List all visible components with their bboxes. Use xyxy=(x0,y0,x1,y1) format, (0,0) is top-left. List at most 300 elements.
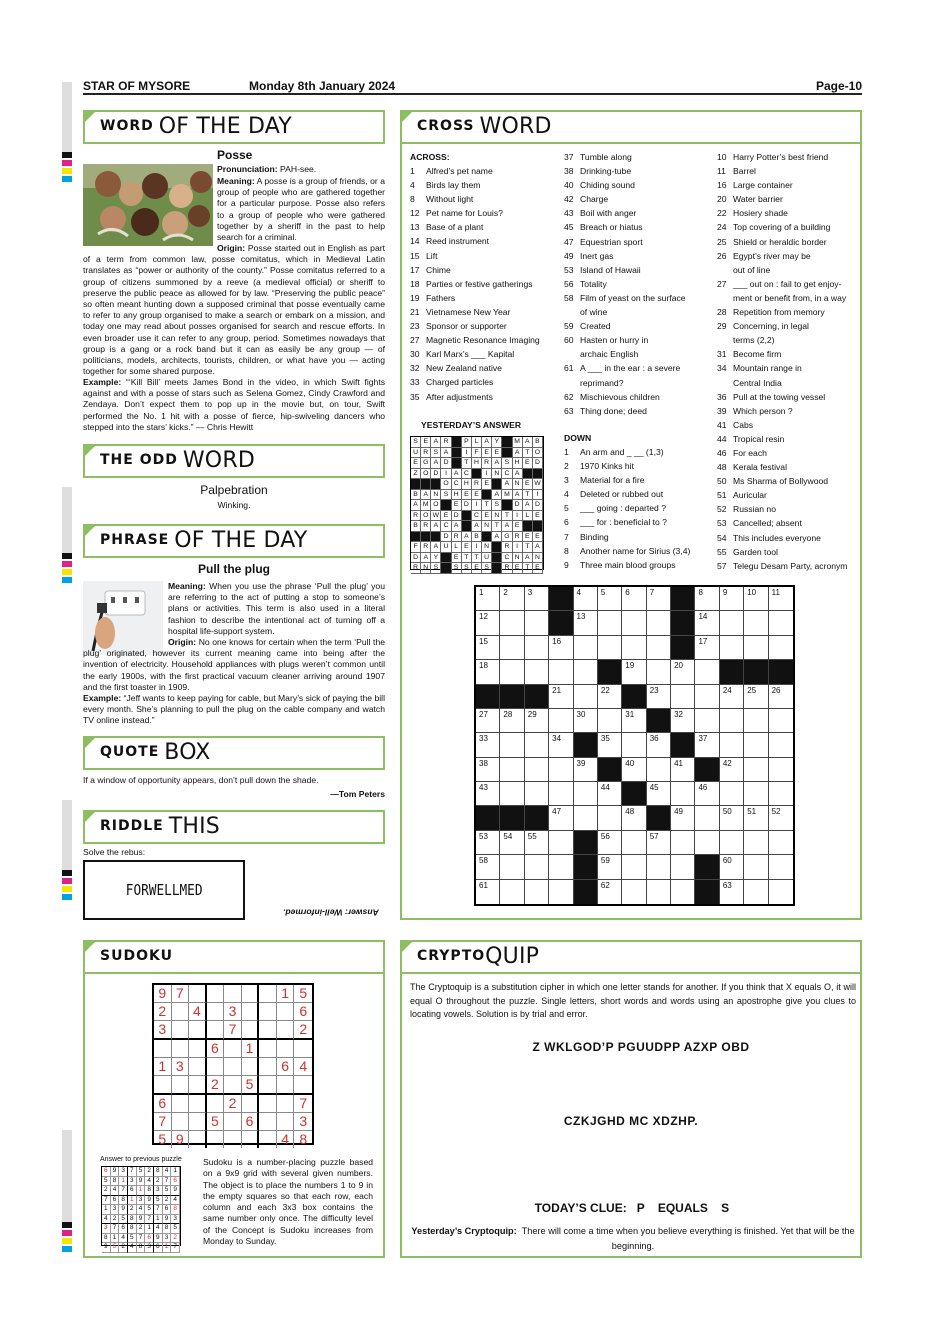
clue-number: 51 xyxy=(717,490,727,501)
clue-item xyxy=(410,164,560,178)
black-cell xyxy=(695,855,719,879)
sudoku-cell[interactable] xyxy=(242,1058,260,1076)
crossword-cell[interactable]: 18 xyxy=(476,660,500,684)
crossword-cell[interactable] xyxy=(744,733,768,757)
crossword-cell[interactable]: 52 xyxy=(769,806,793,830)
corner-tab-icon xyxy=(83,110,97,124)
solution-cell: 2 xyxy=(154,1177,163,1187)
clue-item xyxy=(410,291,560,305)
crossword-cell[interactable]: 24 xyxy=(720,685,744,709)
answer-cell: D xyxy=(411,553,421,564)
crossword-cell[interactable]: 19 xyxy=(622,660,646,684)
clue-text: Concerning, in legal xyxy=(733,321,809,332)
clue-text: Egypt’s river may be xyxy=(733,250,811,261)
crossword-cell[interactable]: 49 xyxy=(671,806,695,830)
answer-cell: A xyxy=(431,542,441,553)
crossword-cell[interactable] xyxy=(695,660,719,684)
solution-cell: 3 xyxy=(102,1224,111,1234)
solution-cell: 2 xyxy=(102,1186,111,1196)
answer-cell: N xyxy=(513,479,523,490)
crossword-cell[interactable] xyxy=(671,831,695,855)
crossword-cell[interactable] xyxy=(695,831,719,855)
clue-number: 47 xyxy=(564,236,574,247)
crossword-cell[interactable] xyxy=(525,611,549,635)
crossword-cell[interactable] xyxy=(769,758,793,782)
black-cell xyxy=(598,660,622,684)
clue-text: Harry Potter’s best friend xyxy=(733,152,829,162)
sudoku-cell[interactable] xyxy=(172,1113,190,1131)
crossword-cell[interactable] xyxy=(598,709,622,733)
crossword-cell[interactable] xyxy=(598,636,622,660)
clue-item xyxy=(717,559,859,573)
crossword-cell[interactable]: 27 xyxy=(476,709,500,733)
sudoku-cell[interactable] xyxy=(277,1113,295,1131)
sudoku-cell[interactable] xyxy=(172,1095,190,1113)
clue-item xyxy=(717,319,859,333)
crossword-cell[interactable]: 9 xyxy=(720,587,744,611)
answer-cell: G xyxy=(502,532,512,543)
clue-text: Without light xyxy=(426,194,474,205)
solution-cell: 4 xyxy=(145,1177,154,1187)
answer-cell: E xyxy=(411,458,421,469)
crossword-cell[interactable] xyxy=(549,831,573,855)
crossword-cell[interactable] xyxy=(549,782,573,806)
sudoku-cell[interactable] xyxy=(207,1131,225,1148)
black-cell xyxy=(622,782,646,806)
clue-item xyxy=(410,390,560,404)
crossword-cell[interactable] xyxy=(574,660,598,684)
sudoku-cell[interactable] xyxy=(172,1040,190,1058)
prev-sudoku-label: Answer to previous puzzle xyxy=(100,1156,182,1163)
sudoku-cell: 7 xyxy=(294,1095,312,1113)
black-cell xyxy=(421,479,431,490)
clue-text: Reed instrument xyxy=(426,236,490,247)
crossword-cell[interactable] xyxy=(500,733,524,757)
paper-name: STAR OF MYSORE xyxy=(83,79,191,93)
clue-text: Pull at the towing vessel xyxy=(733,391,826,402)
crossword-cell[interactable] xyxy=(525,880,549,904)
crossword-cell[interactable]: 13 xyxy=(574,611,598,635)
clue-item xyxy=(717,235,859,249)
solution-cell: 5 xyxy=(137,1167,146,1177)
crossword-cell[interactable]: 21 xyxy=(549,685,573,709)
crossword-grid[interactable] xyxy=(474,585,795,906)
crossword-cell[interactable]: 15 xyxy=(476,636,500,660)
crossword-cell[interactable]: 6 xyxy=(622,587,646,611)
black-cell xyxy=(431,479,441,490)
solution-cell: 6 xyxy=(102,1167,111,1177)
crossword-cell[interactable]: 29 xyxy=(525,709,549,733)
sudoku-cell[interactable] xyxy=(224,1113,242,1131)
sudoku-cell[interactable] xyxy=(259,1076,277,1095)
solution-cell: 5 xyxy=(119,1215,128,1225)
crossword-cell[interactable]: 61 xyxy=(476,880,500,904)
crossword-cell[interactable] xyxy=(647,880,671,904)
black-cell xyxy=(671,587,695,611)
solution-cell: 5 xyxy=(163,1186,172,1196)
sudoku-grid[interactable] xyxy=(152,983,314,1145)
sudoku-cell[interactable] xyxy=(277,1021,295,1040)
crossword-cell[interactable] xyxy=(647,855,671,879)
crossword-cell[interactable] xyxy=(500,782,524,806)
sudoku-cell[interactable] xyxy=(259,1095,277,1113)
crossword-cell[interactable] xyxy=(671,685,695,709)
sudoku-cell[interactable] xyxy=(294,1040,312,1058)
crossword-cell[interactable]: 48 xyxy=(622,806,646,830)
word-of-day-heading xyxy=(83,110,385,144)
crossword-cell[interactable] xyxy=(671,880,695,904)
crossword-cell[interactable] xyxy=(598,611,622,635)
sudoku-cell: 8 xyxy=(299,1131,308,1147)
crossword-cell[interactable] xyxy=(598,806,622,830)
clue-number: 53 xyxy=(564,264,574,275)
sudoku-cell[interactable] xyxy=(189,1076,207,1095)
page-number: Page-10 xyxy=(815,79,862,93)
crossword-cell[interactable]: 23 xyxy=(647,685,671,709)
crossword-cell[interactable]: 56 xyxy=(598,831,622,855)
sudoku-cell[interactable] xyxy=(242,985,260,1003)
sudoku-cell[interactable] xyxy=(207,1095,225,1113)
crossword-cell[interactable] xyxy=(622,855,646,879)
answer-cell: I xyxy=(441,469,451,480)
crossword-cell[interactable]: 17 xyxy=(695,636,719,660)
crossword-cell[interactable] xyxy=(695,806,719,830)
sudoku-cell[interactable] xyxy=(207,1003,225,1021)
crossword-cell[interactable] xyxy=(695,709,719,733)
crossword-cell[interactable]: 51 xyxy=(744,806,768,830)
black-cell xyxy=(622,685,646,709)
clue-number xyxy=(564,305,580,319)
crossword-cell[interactable] xyxy=(671,855,695,879)
sudoku-cell[interactable] xyxy=(242,1003,260,1021)
crossword-cell[interactable] xyxy=(622,636,646,660)
answer-cell: O xyxy=(421,511,431,522)
clue-number: 13 xyxy=(410,222,420,233)
sudoku-cell[interactable] xyxy=(242,1095,260,1113)
crossword-cell[interactable] xyxy=(769,880,793,904)
crossword-cell[interactable] xyxy=(647,660,671,684)
reg-mark xyxy=(62,176,72,182)
crossword-cell[interactable]: 41 xyxy=(671,758,695,782)
crossword-cell[interactable]: 43 xyxy=(476,782,500,806)
crossword-cell[interactable] xyxy=(769,855,793,879)
sudoku-cell[interactable] xyxy=(224,1131,242,1148)
solution-cell: 2 xyxy=(128,1205,137,1215)
crossword-cell[interactable] xyxy=(647,636,671,660)
answer-cell: N xyxy=(533,553,543,564)
crossword-cell[interactable]: 7 xyxy=(647,587,671,611)
crossword-cell[interactable] xyxy=(744,611,768,635)
crossword-cell[interactable]: 36 xyxy=(647,733,671,757)
crossword-cell[interactable]: 14 xyxy=(695,611,719,635)
prev-sudoku-solution xyxy=(101,1166,181,1250)
corner-tab-icon xyxy=(400,110,414,124)
sudoku-cell[interactable] xyxy=(259,1058,277,1076)
crossword-cell[interactable]: 11 xyxy=(769,587,793,611)
crossword-cell[interactable] xyxy=(622,880,646,904)
sudoku-cell[interactable] xyxy=(224,1058,242,1076)
sudoku-cell[interactable] xyxy=(259,1003,277,1021)
sudoku-cell[interactable] xyxy=(172,1076,190,1095)
crossword-cell[interactable] xyxy=(720,782,744,806)
crossword-cell[interactable] xyxy=(769,611,793,635)
crossword-cell[interactable] xyxy=(549,660,573,684)
crossword-cell[interactable] xyxy=(525,636,549,660)
crossword-cell[interactable] xyxy=(525,660,549,684)
crossword-cell[interactable]: 55 xyxy=(525,831,549,855)
crossword-cell[interactable]: 63 xyxy=(720,880,744,904)
quote-heading: QUOTE BOX xyxy=(83,736,385,770)
clue-text: Cabs xyxy=(733,419,754,430)
clue-item xyxy=(717,164,859,178)
reg-mark xyxy=(62,577,72,583)
clue-item xyxy=(564,178,714,192)
clue-item xyxy=(717,390,859,404)
crossword-cell[interactable]: 62 xyxy=(598,880,622,904)
crossword-cell[interactable]: 3 xyxy=(525,587,549,611)
crossword-cell[interactable] xyxy=(574,782,598,806)
sudoku-cell[interactable] xyxy=(154,1040,172,1058)
crossword-cell[interactable] xyxy=(500,855,524,879)
sudoku-heading: SUDOKU xyxy=(83,940,385,974)
answer-cell: E xyxy=(482,479,492,490)
clue-item xyxy=(564,501,714,515)
crossword-cell[interactable]: 34 xyxy=(549,733,573,757)
sudoku-cell[interactable] xyxy=(259,985,277,1003)
sudoku-cell[interactable] xyxy=(224,1076,242,1095)
crossword-cell[interactable]: 45 xyxy=(647,782,671,806)
sudoku-cell[interactable] xyxy=(172,1021,190,1040)
crossword-cell[interactable]: 32 xyxy=(671,709,695,733)
crossword-cell[interactable]: 40 xyxy=(622,758,646,782)
crossword-cell[interactable] xyxy=(622,831,646,855)
sudoku-cell[interactable] xyxy=(207,1058,225,1076)
sudoku-cell: 3 xyxy=(294,1113,312,1131)
answer-cell: A xyxy=(502,479,512,490)
crossword-cell[interactable] xyxy=(744,758,768,782)
clue-item xyxy=(717,460,859,474)
crossword-cell[interactable]: 31 xyxy=(622,709,646,733)
crossword-cell[interactable]: 5 xyxy=(598,587,622,611)
sudoku-cell[interactable] xyxy=(242,1021,260,1040)
phrase-meaning: Meaning: When you use the phrase ‘Pull the plug’ you are referring to the act of putting a stop to someone’s plans or activities. This term is also used in a literal fashion to describe the intentional act of turning off a hospital life-support system. xyxy=(168,581,385,636)
crossword-cell[interactable]: 12 xyxy=(476,611,500,635)
crossword-cell[interactable]: 37 xyxy=(695,733,719,757)
clue-number: 32 xyxy=(410,363,420,374)
crossword-cell[interactable] xyxy=(549,880,573,904)
crossword-cell[interactable] xyxy=(622,733,646,757)
crossword-cell[interactable]: 59 xyxy=(598,855,622,879)
crossword-cell[interactable] xyxy=(647,611,671,635)
crossword-cell[interactable]: 20 xyxy=(671,660,695,684)
margin-bar xyxy=(62,1130,72,1222)
sudoku-cell[interactable] xyxy=(224,985,242,1003)
crossword-cell[interactable] xyxy=(744,831,768,855)
answer-cell: I xyxy=(533,490,543,501)
crossword-cell[interactable] xyxy=(574,636,598,660)
crossword-cell[interactable] xyxy=(769,636,793,660)
crossword-cell[interactable]: 22 xyxy=(598,685,622,709)
crossword-cell[interactable]: 8 xyxy=(695,587,719,611)
crossword-cell[interactable] xyxy=(744,636,768,660)
crossword-cell[interactable]: 46 xyxy=(695,782,719,806)
crossword-cell[interactable] xyxy=(622,611,646,635)
crossword-cell[interactable] xyxy=(500,636,524,660)
answer-cell: M xyxy=(513,437,523,448)
crossword-cell[interactable] xyxy=(720,831,744,855)
sudoku-cell[interactable] xyxy=(294,1076,312,1095)
crossword-cell[interactable] xyxy=(500,660,524,684)
crossword-cell[interactable] xyxy=(695,685,719,709)
crossword-cell[interactable]: 57 xyxy=(647,831,671,855)
crossword-cell[interactable] xyxy=(744,880,768,904)
across-clues-col1 xyxy=(410,164,560,404)
crossword-cell[interactable]: 16 xyxy=(549,636,573,660)
clue-text: Charge xyxy=(580,194,609,205)
solution-cell: 6 xyxy=(154,1243,163,1253)
sudoku-cell[interactable] xyxy=(259,1131,277,1148)
black-cell xyxy=(452,458,462,469)
crossword-cell[interactable]: 58 xyxy=(476,855,500,879)
margin-bar xyxy=(62,487,72,553)
crossword-cell[interactable] xyxy=(525,782,549,806)
clue-number: 27 xyxy=(410,335,420,346)
crossword-cell[interactable] xyxy=(500,611,524,635)
crossword-cell[interactable] xyxy=(769,782,793,806)
crossword-cell[interactable] xyxy=(549,855,573,879)
crossword-cell[interactable]: 42 xyxy=(720,758,744,782)
crossword-cell[interactable] xyxy=(720,709,744,733)
crossword-cell[interactable] xyxy=(525,733,549,757)
black-cell xyxy=(523,469,533,480)
crossword-heading: CROSS WORD xyxy=(400,110,862,144)
clue-item xyxy=(717,333,859,347)
crossword-cell[interactable] xyxy=(549,709,573,733)
crossword-cell[interactable]: 47 xyxy=(549,806,573,830)
crossword-cell[interactable]: 53 xyxy=(476,831,500,855)
sudoku-cell[interactable] xyxy=(189,1058,207,1076)
crossword-cell[interactable] xyxy=(671,782,695,806)
sudoku-cell[interactable] xyxy=(277,1040,295,1058)
crossword-cell[interactable] xyxy=(647,758,671,782)
issue-date: Monday 8th January 2024 xyxy=(249,79,396,93)
crossword-cell[interactable] xyxy=(720,636,744,660)
sudoku-cell[interactable] xyxy=(172,1003,190,1021)
sudoku-cell[interactable] xyxy=(189,1113,207,1131)
solution-cell: 2 xyxy=(163,1196,172,1206)
crossword-cell[interactable] xyxy=(744,782,768,806)
crossword-cell[interactable] xyxy=(744,709,768,733)
crossword-cell[interactable]: 33 xyxy=(476,733,500,757)
crossword-cell[interactable] xyxy=(744,855,768,879)
clue-number: 12 xyxy=(410,208,420,219)
sudoku-cell[interactable] xyxy=(242,1131,260,1148)
crossword-cell[interactable]: 44 xyxy=(598,782,622,806)
sudoku-cell[interactable] xyxy=(277,1003,295,1021)
sudoku-cell[interactable] xyxy=(259,1113,277,1131)
crossword-cell[interactable] xyxy=(769,733,793,757)
reg-mark xyxy=(62,569,72,575)
sudoku-cell[interactable] xyxy=(189,1131,207,1148)
crossword-cell[interactable] xyxy=(525,855,549,879)
crossword-cell[interactable] xyxy=(720,611,744,635)
sudoku-cell[interactable] xyxy=(259,1021,277,1040)
clue-text: Tropical resin xyxy=(733,433,785,444)
crossword-cell[interactable] xyxy=(549,758,573,782)
clue-text: For each xyxy=(733,447,767,458)
sudoku-cell[interactable] xyxy=(277,1076,295,1095)
crossword-cell[interactable]: 38 xyxy=(476,758,500,782)
crossword-cell[interactable]: 54 xyxy=(500,831,524,855)
sudoku-cell[interactable] xyxy=(189,1095,207,1113)
crossword-cell[interactable]: 26 xyxy=(769,685,793,709)
crossword-cell[interactable]: 60 xyxy=(720,855,744,879)
sudoku-cell[interactable] xyxy=(224,1040,242,1058)
odd-word-title: Palpebration xyxy=(200,483,268,497)
solution-cell: 6 xyxy=(119,1224,128,1234)
clue-item xyxy=(564,487,714,501)
sudoku-cell[interactable] xyxy=(189,1040,207,1058)
crossword-cell[interactable] xyxy=(574,685,598,709)
sudoku-cell[interactable] xyxy=(207,985,225,1003)
crossword-cell[interactable]: 39 xyxy=(574,758,598,782)
solution-cell: 7 xyxy=(102,1196,111,1206)
crossword-cell[interactable] xyxy=(769,831,793,855)
cipher-line-1: Z WKLGOD’P PGUUDPP AZXP OBD xyxy=(532,1040,750,1054)
clue-text: Chiding sound xyxy=(580,180,635,191)
crossword-cell[interactable]: 35 xyxy=(598,733,622,757)
black-cell xyxy=(720,660,744,684)
clue-number: 3 xyxy=(564,475,569,486)
crossword-cell[interactable] xyxy=(574,806,598,830)
crossword-cell[interactable]: 30 xyxy=(574,709,598,733)
answer-cell: C xyxy=(452,479,462,490)
crossword-cell[interactable]: 10 xyxy=(744,587,768,611)
clue-number: 22 xyxy=(717,208,727,219)
sudoku-cell[interactable] xyxy=(154,1076,172,1095)
crossword-cell[interactable]: 1 xyxy=(476,587,500,611)
crossword-cell[interactable] xyxy=(525,758,549,782)
crossword-cell[interactable] xyxy=(769,709,793,733)
answer-cell: U xyxy=(482,553,492,564)
crossword-cell[interactable]: 25 xyxy=(744,685,768,709)
crossword-cell[interactable]: 2 xyxy=(500,587,524,611)
sudoku-cell[interactable] xyxy=(189,1021,207,1040)
crossword-cell[interactable]: 28 xyxy=(500,709,524,733)
black-cell xyxy=(671,733,695,757)
crossword-cell[interactable] xyxy=(720,733,744,757)
clue-item xyxy=(410,319,560,333)
crossword-cell[interactable]: 4 xyxy=(574,587,598,611)
answer-cell: I xyxy=(472,542,482,553)
clue-text: New Zealand native xyxy=(426,363,502,374)
corner-tab-icon xyxy=(83,810,97,824)
sudoku-cell[interactable] xyxy=(277,1095,295,1113)
sudoku-cell[interactable] xyxy=(259,1040,277,1058)
crossword-cell[interactable] xyxy=(500,758,524,782)
answer-cell: A xyxy=(411,500,421,511)
crossword-cell[interactable] xyxy=(500,880,524,904)
answer-cell: O xyxy=(431,500,441,511)
word-origin: Origin: Posse started out in English as part of a term from common law, posse comitatus, which in Medieval Latin translates as “power or authority of the county.” Posse comitatus referred to a group of citizens summoned by a reeve (a medieval official) or sheriff to preserve the public peace as allowed for by law. “Preserving the public peace” so often meant hunting down a supposed criminal that posse eventually came to refer to any group organised to make a search or embark on a mission, and today one may read about posses organised for search and rescue efforts. In even broader use it can refer to any group, period. Sometimes nowadays that group is a gang or a rock band but it can as easily be any group — of politicians, models, architects, tourists, children, or what have you — acting together for some shared purpose. xyxy=(83,243,385,377)
sudoku-cell[interactable] xyxy=(207,1021,225,1040)
clue-text: Russian no xyxy=(733,504,776,515)
reg-mark xyxy=(62,1246,72,1252)
answer-cell: Y xyxy=(492,437,502,448)
crossword-cell[interactable]: 50 xyxy=(720,806,744,830)
sudoku-cell[interactable] xyxy=(189,985,207,1003)
clue-item xyxy=(717,277,859,291)
